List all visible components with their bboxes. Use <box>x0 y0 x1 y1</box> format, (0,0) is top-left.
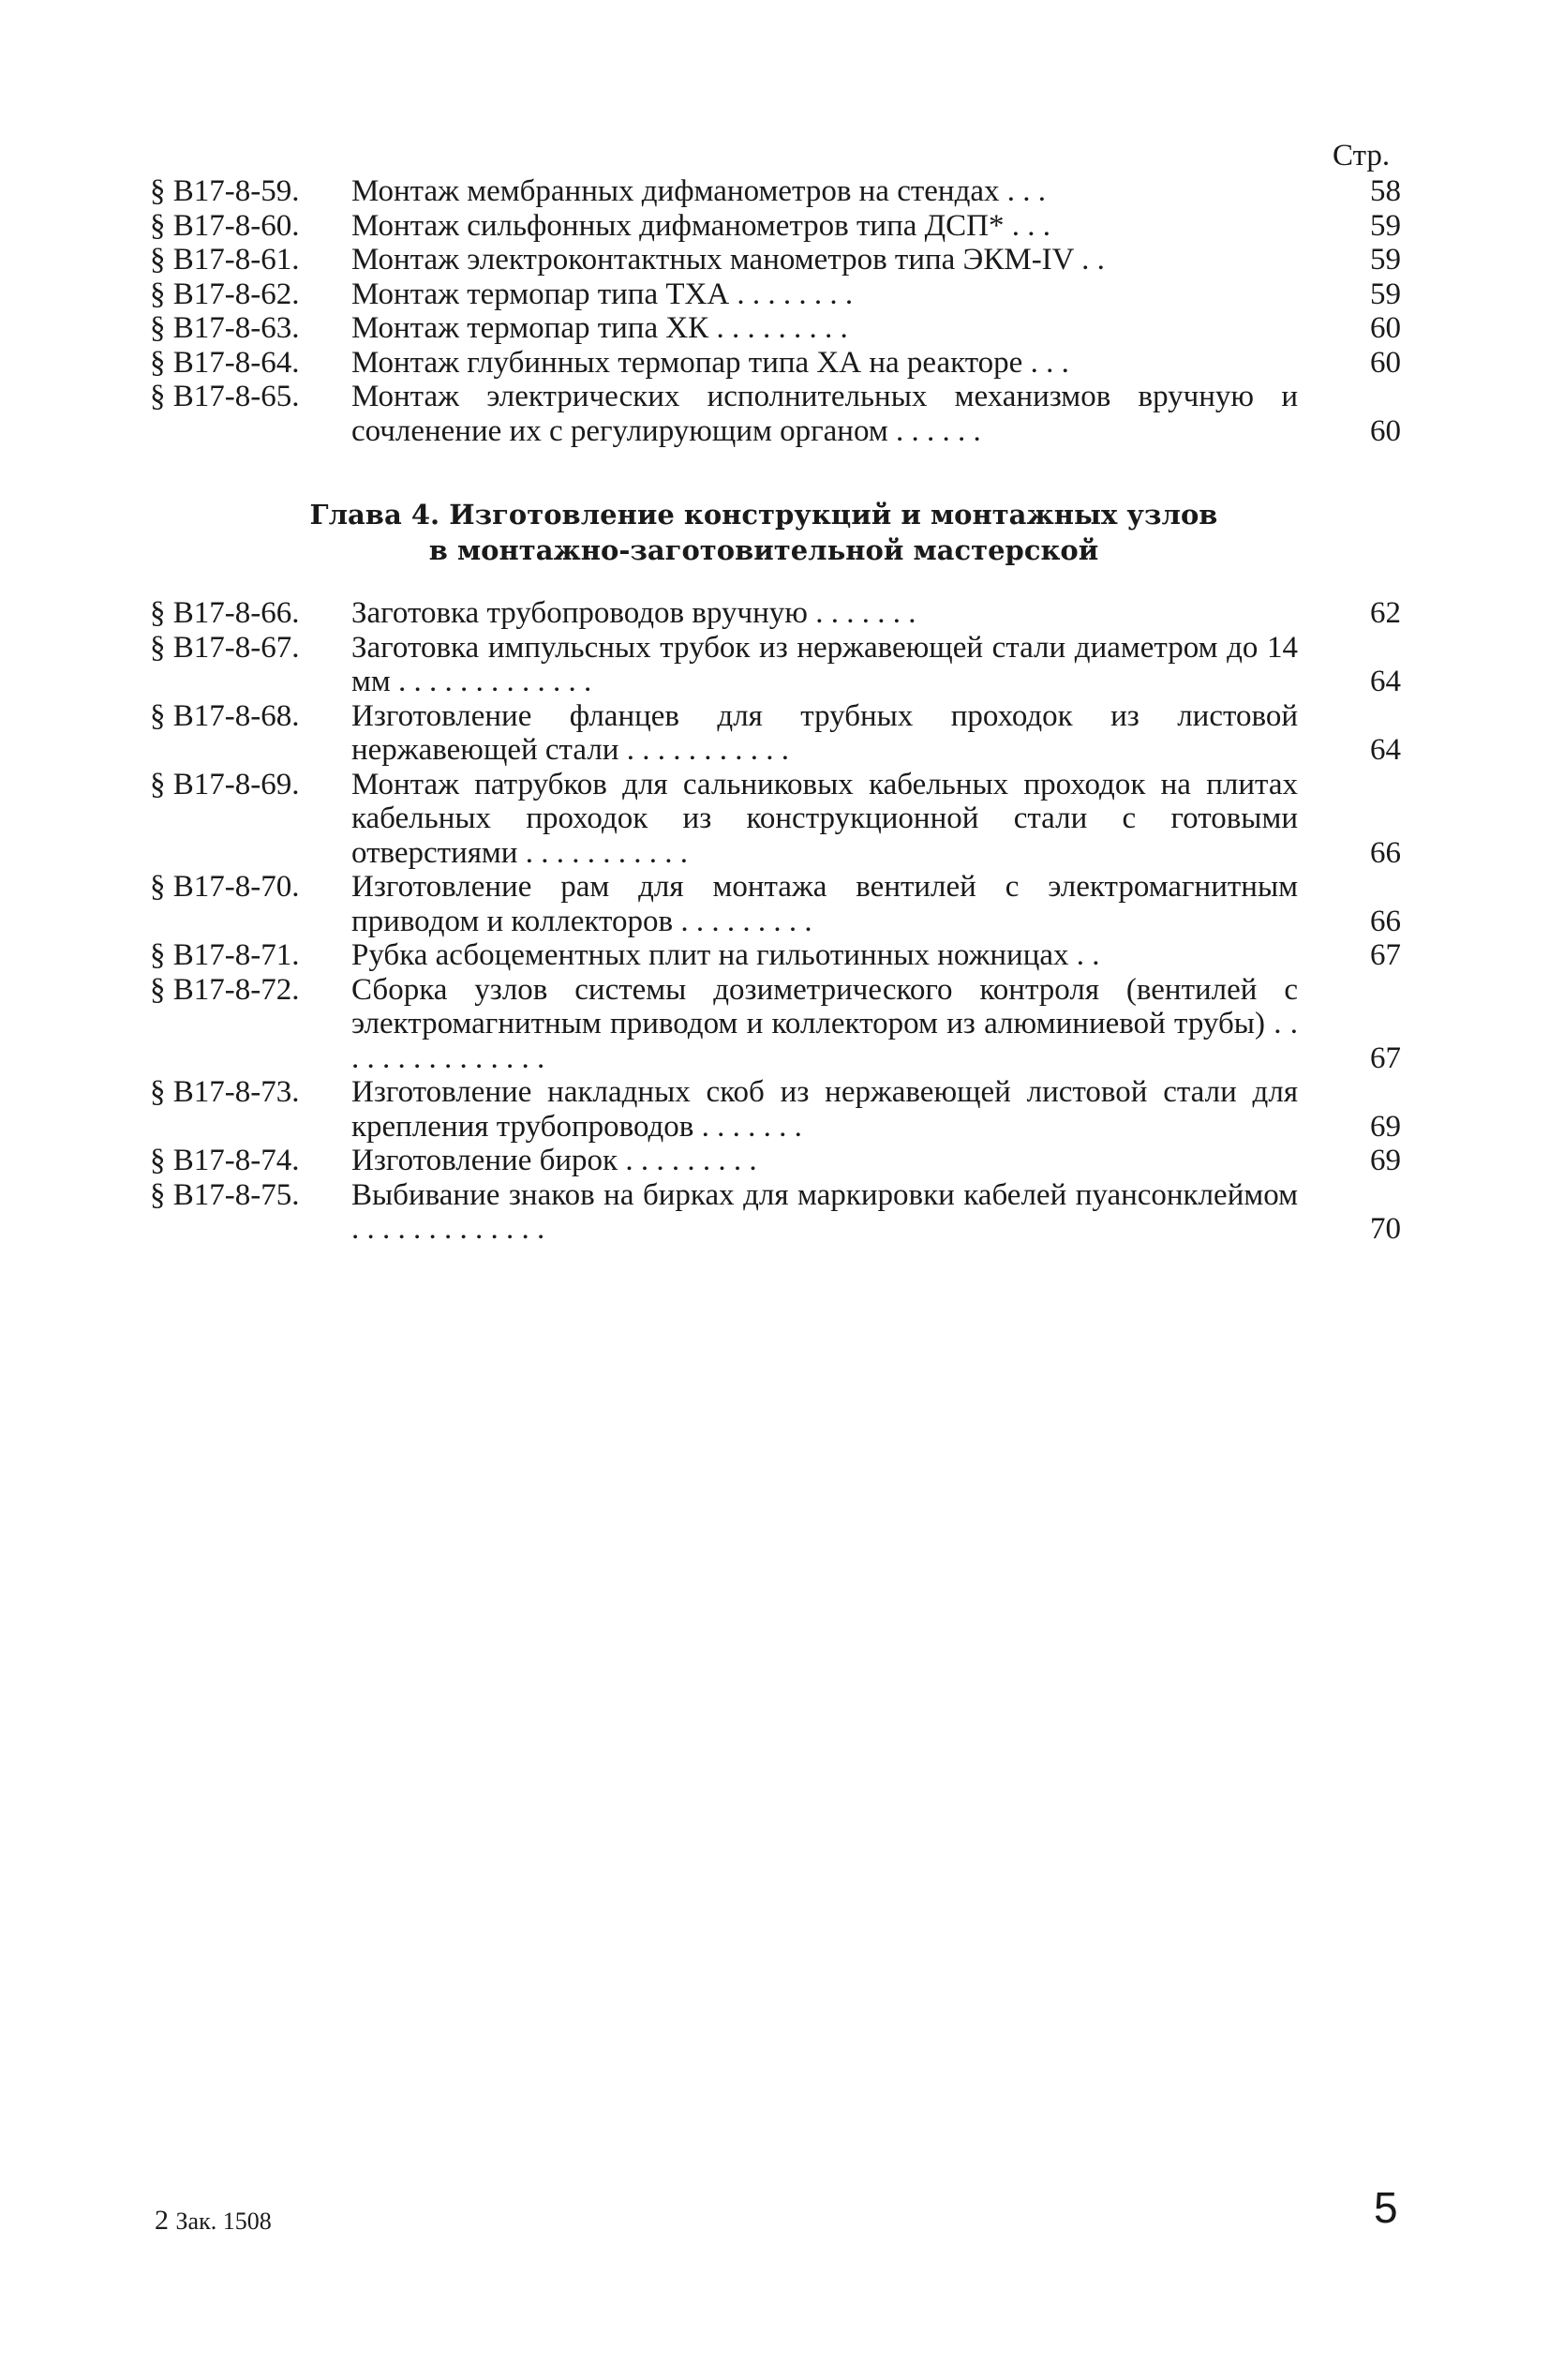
section-code: § В17-8-63. <box>150 311 300 345</box>
page-ref: 69 <box>1370 1109 1401 1144</box>
toc-entry <box>150 870 1401 938</box>
entry-title: Монтаж термопар типа ТХА . . . . . . . . <box>351 277 854 311</box>
chapter-heading <box>281 497 1246 568</box>
section-code: § В17-8-62. <box>150 277 300 311</box>
page-ref: 60 <box>1370 345 1401 380</box>
entry-title: Рубка асбоцементных плит на гильотинных ножницах . . <box>351 938 1100 972</box>
section-code: § В17-8-70. <box>150 870 300 904</box>
toc-entry <box>150 1075 1401 1144</box>
entry-title: Выбивание знаков на бирках для маркировки кабелей пуансонклеймом . . . . . . . . . . . . . <box>351 1177 1298 1246</box>
toc-entry <box>150 209 1401 244</box>
page-ref: 66 <box>1370 904 1401 938</box>
page-ref: 67 <box>1370 1040 1401 1075</box>
entry-title: Монтаж мембранных дифманометров на стендах . . . <box>351 174 1047 208</box>
chapter-heading-line-2: в монтажно-заготовительной мастерской <box>428 534 1099 566</box>
entry-title: Монтаж сильфонных дифманометров типа ДСП* . . . <box>351 208 1050 243</box>
page-ref: 60 <box>1370 311 1401 345</box>
section-code: § В17-8-69. <box>150 767 300 801</box>
chapter-heading-line-1: Глава 4. Изготовление конструкций и монтажных узлов <box>309 499 1218 531</box>
entry-title: Изготовление фланцев для трубных проходок из листовой нержавеющей стали . . . . . . . . . . . <box>351 698 1298 767</box>
section-code: § В17-8-71. <box>150 938 300 972</box>
page-number: 5 <box>1374 2183 1398 2232</box>
section-code: § В17-8-73. <box>150 1075 300 1109</box>
toc-entry <box>150 973 1401 1076</box>
entry-title: Изготовление бирок . . . . . . . . . <box>351 1144 757 1177</box>
section-code: § В17-8-64. <box>150 345 300 380</box>
section-code: § В17-8-59. <box>150 174 300 208</box>
section-code: § В17-8-61. <box>150 243 300 277</box>
toc-entry <box>150 277 1401 312</box>
toc-entry <box>150 1178 1401 1247</box>
entry-title: Монтаж патрубков для сальниковых кабельных проходок на плитах кабельных проходок из конструкционной стали с готовыми отверстиями . . . . . . . . . . . <box>351 767 1298 870</box>
entry-title: Монтаж электрических исполнительных механизмов вручную и сочленение их с регулирующим органом . . . . . . <box>351 380 1298 448</box>
toc-entry <box>150 243 1401 277</box>
toc-entry <box>150 174 1401 209</box>
page-ref: 60 <box>1370 413 1401 448</box>
toc-entry <box>150 699 1401 768</box>
toc-entry <box>150 938 1401 973</box>
section-code: § В17-8-75. <box>150 1177 300 1212</box>
page-ref: 69 <box>1370 1144 1401 1177</box>
entry-title: Монтаж термопар типа ХК . . . . . . . . . <box>351 311 848 345</box>
page-ref: 66 <box>1370 835 1401 870</box>
page-ref: 64 <box>1370 665 1401 698</box>
order-number: Зак. 1508 <box>175 2208 272 2235</box>
printer-signature <box>155 2205 272 2237</box>
toc-entry <box>150 768 1401 871</box>
toc-list-top <box>150 174 1401 448</box>
toc-entry <box>150 311 1401 346</box>
section-code: § В17-8-67. <box>150 630 300 665</box>
section-code: § В17-8-68. <box>150 698 300 733</box>
entry-title: Сборка узлов системы дозиметрического контроля (вентилей с электромагнитным приводом и коллектором из алюминиевой трубы) . . . . . . . . . . . . . . . <box>351 972 1298 1075</box>
signature-number: 2 <box>155 2205 169 2236</box>
toc-entry <box>150 631 1401 699</box>
page-ref: 70 <box>1370 1212 1401 1246</box>
page-ref: 58 <box>1370 174 1401 208</box>
page-ref: 62 <box>1370 596 1401 630</box>
page-ref: 67 <box>1370 938 1401 972</box>
section-code: § В17-8-72. <box>150 972 300 1007</box>
page-ref: 59 <box>1370 277 1401 311</box>
toc-entry <box>150 346 1401 381</box>
entry-title: Заготовка импульсных трубок из нержавеющей стали диаметром до 14 мм . . . . . . . . . . . . . <box>351 630 1298 698</box>
page-ref: 59 <box>1370 208 1401 243</box>
page-ref: 59 <box>1370 243 1401 277</box>
section-code: § В17-8-60. <box>150 208 300 243</box>
toc-entry <box>150 596 1401 631</box>
section-code: § В17-8-66. <box>150 596 300 630</box>
toc-list-bottom <box>150 596 1401 1247</box>
entry-title: Изготовление накладных скоб из нержавеющей листовой стали для крепления трубопроводов . . . . . . . <box>351 1075 1298 1144</box>
section-code: § В17-8-65. <box>150 380 300 413</box>
toc-entry <box>150 380 1401 448</box>
entry-title: Изготовление рам для монтажа вентилей с электромагнитным приводом и коллекторов . . . . . . . . . <box>351 870 1298 938</box>
page-ref: 64 <box>1370 733 1401 767</box>
toc-entry <box>150 1144 1401 1178</box>
entry-title: Заготовка трубопроводов вручную . . . . . . . <box>351 596 916 630</box>
section-code: § В17-8-74. <box>150 1144 300 1177</box>
entry-title: Монтаж глубинных термопар типа ХА на реакторе . . . <box>351 345 1069 380</box>
entry-title: Монтаж электроконтактных манометров типа ЭКМ-IV . . <box>351 243 1105 277</box>
page-column-label: Стр. <box>1333 139 1391 172</box>
